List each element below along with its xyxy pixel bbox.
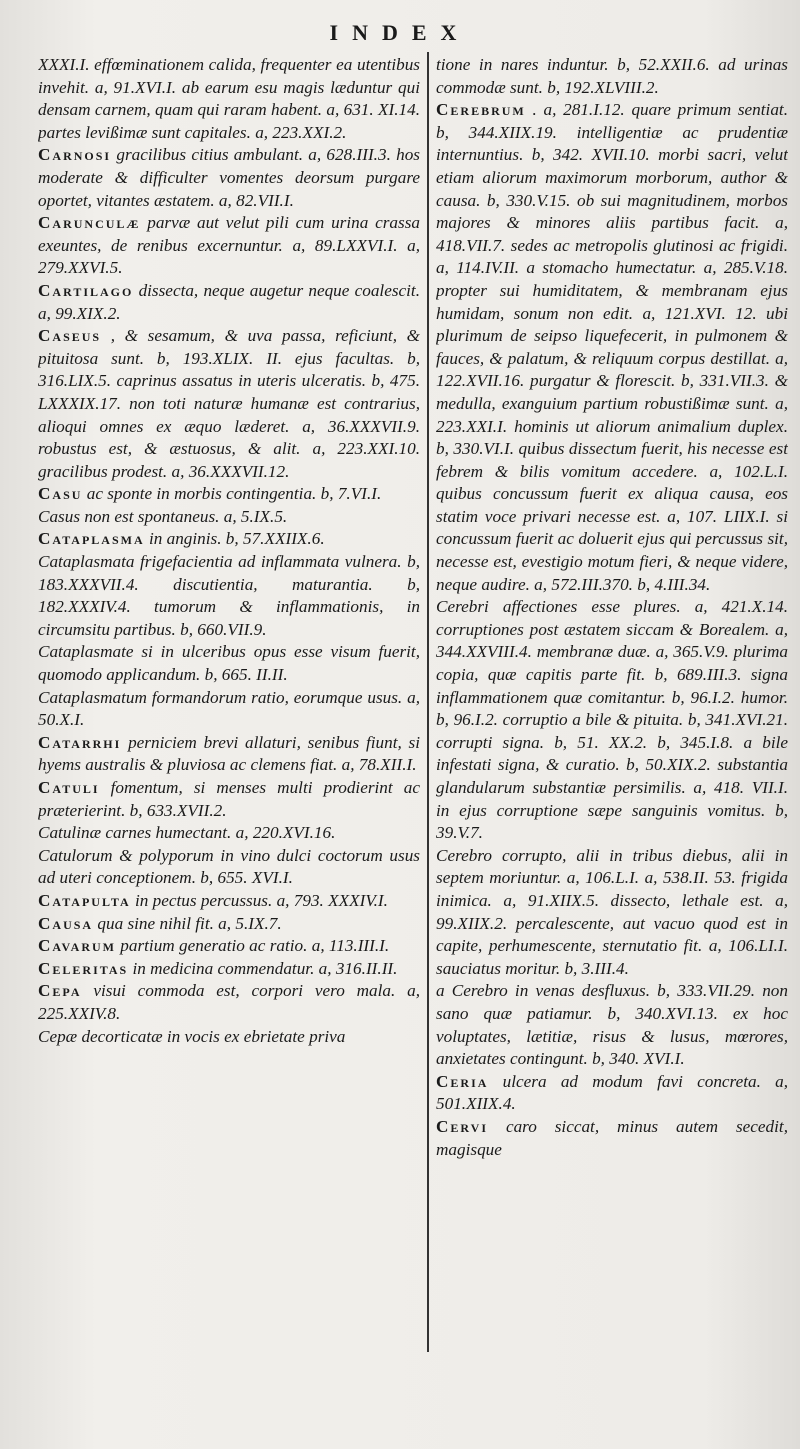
left-column bbox=[38, 54, 420, 1439]
index-entry bbox=[436, 980, 788, 1070]
entry-text: parvæ aut velut pili cum urina crassa exeuntes, de renibus excernuntur. a, 89.LXXVI.I. a, 279.XXVI.5. bbox=[38, 213, 420, 278]
entry-text: . a, 281.I.12. quare primum sentiat. b, 344.XIIX.19. intelligentiæ ac prudentiæ internuntius. b, 342. XVII.10. morbi sacri, velut etiam aliorum maximorum morborum, author & causa. b, 330.V.15. ob sui magnitudinem, morbos majores & minores aliis partibus facit. a, 418.VII.7. sedes ac metropolis glutinosi ac frigidi. a, 114.IV.II. a stomacho humectatur. a, 285.V.18. propter sui humiditatem, & membranam ejus humidam, sonum non edit. a, 121.XVI. 12. ubi plurimum de seipso liquefecerit, in pulmonem & fauces, & palatum, & reliquum corpus destillat. a, 122.XVII.16. purgatur & florescit. b, 331.VII.3. & medulla, exanguium partium robustißimæ sunt. a, 223.XXI.I. hominis ut aliorum animalium duplex. b, 330.VI.I. quibus dissectum fuerit, his necesse est febrem & bilis vomitum accedere. a, 102.L.I. quibus concussum fuerit ex aliqua causa, eos statim voce privari necesse est. a, 107. LIIX.I. si concussum fuerit ac doluerit ejus qui percussus sit, necesse est, evestigio motum fieri, & neque videre, neque audire. a, 572.III.370. b, 4.III.34. bbox=[436, 100, 788, 594]
index-entry bbox=[38, 54, 420, 144]
index-entry bbox=[436, 596, 788, 845]
entry-text: Cataplasmatum formandorum ratio, eorumque usus. a, 50.X.I. bbox=[38, 687, 420, 730]
entry-text: visui commoda est, corpori vero mala. a, 225.XXIV.8. bbox=[38, 981, 420, 1023]
index-entry bbox=[38, 958, 420, 981]
entry-headword: Catarrhi bbox=[38, 732, 122, 752]
index-entry bbox=[38, 483, 420, 506]
entry-text: Catulorum & polyporum in vino dulci coctorum usus ad uteri conceptionem. b, 655. XVI.I. bbox=[38, 845, 420, 888]
index-entry bbox=[38, 822, 420, 845]
entry-headword: Ceria bbox=[436, 1071, 489, 1091]
index-entry bbox=[38, 528, 420, 551]
entry-headword: Catapulta bbox=[38, 890, 131, 910]
entry-text: Cataplasmata frigefacientia ad inflammata vulnera. b, 183.XXXVII.4. discutientia, maturantia. b, 182.XXXIV.4. tumorum & inflammationis, in circumsitu partibus. b, 660.VII.9. bbox=[38, 552, 420, 639]
index-entry bbox=[38, 935, 420, 958]
index-entry bbox=[436, 1071, 788, 1116]
index-entry bbox=[38, 506, 420, 529]
entry-text: in anginis. b, 57.XXIIX.6. bbox=[148, 529, 325, 549]
entry-headword: Catuli bbox=[38, 778, 100, 797]
entry-headword: Carnosi bbox=[38, 145, 112, 165]
entry-headword: Cervi bbox=[436, 1116, 488, 1136]
entry-text: gracilibus citius ambulant. a, 628.III.3. hos moderate & difficulter vomentes deorsum purgare oportet, vitantes æstatem. a, 82.VII.I. bbox=[38, 145, 420, 210]
entry-text: perniciem brevi allaturi, senibus fiunt, si hyems australis & pluviosa ac clemens fiat. a, 78.XII.I. bbox=[38, 732, 420, 775]
page-header: INDEX bbox=[329, 20, 471, 45]
index-entry bbox=[38, 551, 420, 641]
index-entry bbox=[38, 890, 420, 913]
entry-headword: Cavarum bbox=[38, 936, 116, 956]
entry-text: in pectus percussus. a, 793. XXXIV.I. bbox=[134, 890, 388, 910]
entry-text: ac sponte in morbis contingentia. b, 7.VI.I. bbox=[86, 484, 382, 504]
entry-headword: Caseus bbox=[38, 326, 102, 346]
index-entry bbox=[436, 845, 788, 981]
index-entry bbox=[436, 1116, 788, 1161]
entry-text: , & sesamum, & uva passa, reficiunt, & pituitosa sunt. b, 193.XLIX. II. ejus facultas. b, 316.LIX.5. caprinus assatus in uteris ulceratis. b, 475. LXXXIX.17. non toti naturæ humanæ est contrarius, alioqui omnes ex æquo læderet. a, 36.XXXVII.9. robustus est, & æstuosus, & alit. a, 223.XXI.10. gracilibus prodest. a, 36.XXXVII.12. bbox=[38, 326, 420, 481]
entry-headword: Carunculæ bbox=[38, 213, 141, 233]
entry-text: in medicina commendatur. a, 316.II.II. bbox=[132, 958, 398, 978]
entry-headword: Celeritas bbox=[38, 958, 129, 978]
index-entry bbox=[38, 845, 420, 890]
entry-headword: Cartilago bbox=[38, 280, 134, 300]
entry-text: a Cerebro in venas desfluxus. b, 333.VII.29. non sano quæ patiamur. b, 340.XVI.13. ex hoc voluptates, lætitiæ, risus & lusus, mœrores, anxietates contingunt. b, 340. XVI.I. bbox=[436, 981, 788, 1069]
entry-headword: Cepa bbox=[38, 981, 82, 1001]
entry-text: caro siccat, minus autem secedit, magisque bbox=[436, 1116, 788, 1159]
entry-headword: Cataplasma bbox=[38, 529, 145, 549]
entry-text: Catulinæ carnes humectant. a, 220.XVI.16. bbox=[38, 823, 336, 843]
index-entry bbox=[38, 325, 420, 483]
entry-text: Cataplasmate si in ulceribus opus esse visum fuerit, quomodo applicandum. b, 665. II.II. bbox=[38, 642, 420, 685]
index-entry bbox=[38, 144, 420, 212]
entry-text: XXXI.I. effœminationem calida, frequenter ea utentibus invehit. a, 91.XVI.I. ab earum esu magis læduntur qui densam carnem, quam qui raram habent. a, 631. XI.14. partes levißimæ sunt capitales. a, 223.XXI.2. bbox=[38, 55, 420, 142]
entry-text: Casus non est spontaneus. a, 5.IX.5. bbox=[38, 506, 288, 526]
index-entry bbox=[38, 777, 420, 822]
index-entry bbox=[38, 641, 420, 686]
index-entry bbox=[436, 99, 788, 596]
entry-text: qua sine nihil fit. a, 5.IX.7. bbox=[97, 913, 282, 933]
index-entry bbox=[38, 687, 420, 732]
entry-text: dissecta, neque augetur neque coalescit. a, 99.XIX.2. bbox=[38, 280, 420, 323]
entry-headword: Causa bbox=[38, 913, 94, 933]
right-column bbox=[436, 54, 788, 1439]
entry-text: partium generatio ac ratio. a, 113.III.I. bbox=[120, 936, 390, 956]
entry-text: tione in nares induntur. b, 52.XXII.6. ad urinas commodæ sunt. b, 192.XLVIII.2. bbox=[436, 55, 788, 97]
entry-headword: Casu bbox=[38, 484, 83, 504]
index-entry bbox=[38, 980, 420, 1025]
entry-text: fomentum, si menses multi prodierint ac præterierint. b, 633.XVII.2. bbox=[38, 778, 420, 820]
index-entry bbox=[38, 732, 420, 777]
column-divider bbox=[427, 52, 429, 1352]
index-entry bbox=[38, 280, 420, 325]
index-entry bbox=[38, 212, 420, 280]
index-entry bbox=[38, 1026, 420, 1049]
entry-text: Cerebri affectiones esse plures. a, 421.X.14. corruptiones post æstatem siccam & Borealem. a, 344.XXVIII.4. membranæ duæ. a, 365.V.9. plurima copia, quæ capitis parte fit. b, 689.III.3. signa inflammationem quæ comitantur. b, 96.I.2. humor. b, 96.I.2. corruptio a bile & pituita. b, 341.XVI.21. corrupti signa. b, 51. XX.2. b, 345.I.8. a bile infestati signa, & curatio. b, 50.XIX.2. substantia glandularum substantiæ persimilis. a, 418. VII.I. in ejus corruptione sæpe sanguinis vomitus. b, 39.V.7. bbox=[436, 597, 788, 843]
entry-headword: Cerebrum bbox=[436, 100, 526, 120]
index-entry bbox=[38, 913, 420, 936]
entry-text: Cerebro corrupto, alii in tribus diebus, alii in septem moriuntur. a, 106.L.I. a, 538.II. 53. frigida inimica. a, 91.XIIX.5. dissecto, lethale est. a, 99.XIIX.2. percalescente, aut vacuo quod est in capite, perhumescente, sternutatio fit. a, 106.LI.I. sauciatus moritur. b, 3.III.4. bbox=[436, 845, 788, 978]
entry-text: ulcera ad modum favi concreta. a, 501.XIIX.4. bbox=[436, 1071, 788, 1114]
entry-text: Cepæ decorticatæ in vocis ex ebrietate priva bbox=[38, 1026, 346, 1046]
index-entry bbox=[436, 54, 788, 99]
